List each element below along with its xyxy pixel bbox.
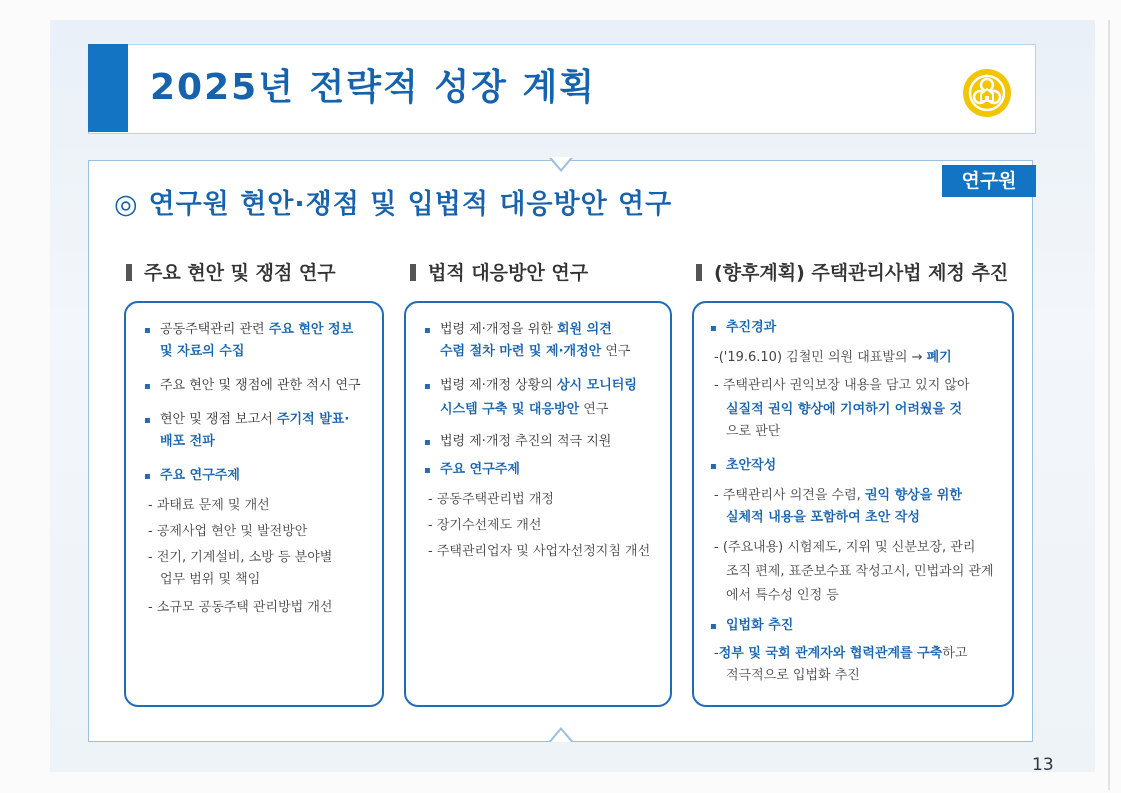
column-heading-1 (126, 258, 336, 288)
box-line (710, 615, 793, 638)
box-line (714, 347, 952, 369)
line-text: 법령 제·개정 상황의 (440, 378, 557, 393)
square-bullet-icon: ▪ (710, 621, 717, 632)
housing-association-logo-icon (962, 68, 1012, 118)
line-text: - (주요내용) 시험제도, 지위 및 신분보장, 관리 (714, 540, 976, 555)
box-line (148, 597, 332, 619)
box-line (148, 547, 332, 569)
box-line (148, 495, 270, 517)
line-highlight: 폐기 (926, 350, 952, 365)
column-heading-3 (696, 258, 1008, 288)
line-text: 공동주택관리 관련 (160, 322, 269, 337)
line-highlight: 추진경과 (726, 320, 777, 335)
box-line (726, 665, 860, 687)
line-text: - 주택관리사 권익보장 내용을 담고 있지 않아 (714, 378, 970, 393)
institute-badge: 연구원 (942, 165, 1036, 197)
box-line (428, 541, 650, 563)
line-text: 조직 편제, 표준보수표 작성고시, 민법과의 관계 (726, 564, 994, 579)
scan-edge-line (1108, 20, 1110, 790)
line-text: - 공동주택관리법 개정 (428, 492, 554, 507)
heading-bar-icon (126, 264, 132, 281)
box-line (424, 319, 612, 342)
box-line (160, 569, 260, 591)
box-line (714, 375, 970, 397)
box-line (424, 459, 520, 482)
double-circle-icon: ◎ (114, 189, 139, 220)
square-bullet-icon: ▪ (424, 381, 431, 392)
section-title-text: 연구원 현안·쟁점 및 입법적 대응방안 연구 (148, 189, 673, 220)
box-line (424, 431, 611, 454)
content-box-plan (692, 301, 1014, 707)
box-line (714, 485, 962, 507)
page-number: 13 (1032, 755, 1054, 775)
box-line (726, 421, 780, 443)
line-text: 에서 특수성 인정 등 (726, 588, 839, 603)
heading-bar-icon (410, 264, 416, 281)
box-line (726, 585, 839, 607)
square-bullet-icon: ▪ (424, 437, 431, 448)
line-text: - 전기, 기계설비, 소방 등 분야별 (148, 550, 333, 565)
square-bullet-icon: ▪ (424, 465, 431, 476)
frame-notch-bottom-inner (551, 730, 571, 742)
line-text: - 공제사업 현안 및 발전방안 (148, 524, 308, 539)
line-highlight: 배포 전파 (160, 434, 215, 449)
page-title: 2025년 전략적 성장 계획 (150, 67, 597, 108)
line-highlight: 권익 향상을 위한 (864, 488, 962, 503)
line-text: - 과태료 문제 및 개선 (148, 498, 270, 513)
line-text: 적극적으로 입법화 추진 (726, 668, 860, 683)
line-text: 법령 제·개정 추진의 적극 지원 (440, 434, 612, 449)
square-bullet-icon: ▪ (144, 471, 151, 482)
box-line (144, 465, 240, 488)
frame-notch-top-inner (551, 157, 571, 169)
line-highlight: 주요 연구주제 (440, 462, 520, 477)
line-text: - (714, 646, 719, 661)
box-line (440, 399, 608, 421)
line-highlight: 상시 모니터링 (557, 378, 637, 393)
content-box-legal (404, 301, 672, 707)
column-heading-text: 법적 대응방안 연구 (428, 262, 589, 284)
line-text: - 소규모 공동주택 관리방법 개선 (148, 600, 333, 615)
line-text: 법령 제·개정을 위한 (440, 322, 557, 337)
square-bullet-icon: ▪ (710, 461, 717, 472)
header-accent-bar (88, 44, 128, 132)
square-bullet-icon: ▪ (144, 381, 151, 392)
box-line (160, 341, 244, 363)
line-text: 업무 범위 및 책임 (160, 572, 261, 587)
box-line (726, 507, 920, 529)
box-line (726, 561, 994, 583)
line-highlight: 수렴 절차 마련 및 제·개정안 (440, 344, 602, 359)
heading-bar-icon (696, 264, 702, 281)
square-bullet-icon: ▪ (144, 415, 151, 426)
box-line (710, 455, 776, 478)
line-text: 주요 현안 및 쟁점에 관한 적시 연구 (160, 378, 361, 393)
box-line (144, 409, 349, 432)
box-line (440, 341, 630, 363)
line-highlight: 실체적 내용을 포함하여 초안 작성 (726, 510, 920, 525)
box-line (710, 317, 776, 340)
column-heading-text: 주요 현안 및 쟁점 연구 (144, 262, 336, 284)
square-bullet-icon: ▪ (710, 323, 717, 334)
box-line (144, 375, 361, 398)
line-highlight: 초안작성 (726, 458, 777, 473)
line-highlight: 입법화 추진 (726, 618, 794, 633)
line-highlight: 정부 및 국회 관계자와 협력관계를 구축 (718, 646, 943, 661)
line-text-tail: 연구 (579, 402, 609, 417)
column-heading-2 (410, 258, 588, 288)
line-text: - 주택관리업자 및 사업자선정지침 개선 (428, 544, 651, 559)
line-highlight: 주기적 발표· (277, 412, 350, 427)
line-text: 으로 판단 (726, 424, 781, 439)
square-bullet-icon: ▪ (144, 325, 151, 336)
box-line (424, 375, 637, 398)
line-highlight: 실질적 권익 향상에 기여하기 어려웠을 것 (726, 402, 963, 417)
box-line (428, 515, 541, 537)
line-text: - 주택관리사 의견을 수렴, (714, 488, 865, 503)
line-highlight: 시스템 구축 및 대응방안 (440, 402, 580, 417)
section-title (114, 184, 672, 226)
box-line (726, 399, 962, 421)
line-highlight: 및 자료의 수집 (160, 344, 245, 359)
line-text: - 장기수선제도 개선 (428, 518, 542, 533)
line-text-tail: 연구 (601, 344, 631, 359)
line-highlight: 주요 현안 정보 (268, 322, 354, 337)
line-text: -('19.6.10) 김철민 의원 대표발의 → (714, 350, 927, 365)
square-bullet-icon: ▪ (424, 325, 431, 336)
column-heading-text: (향후계획) 주택관리사법 제정 추진 (714, 262, 1009, 284)
line-highlight: 회원 의견 (557, 322, 612, 337)
box-line (148, 521, 307, 543)
box-line (714, 537, 975, 559)
box-line (714, 643, 967, 665)
box-line (144, 319, 353, 342)
line-text: 현안 및 쟁점 보고서 (160, 412, 277, 427)
box-line (428, 489, 554, 511)
box-line (160, 431, 215, 453)
line-highlight: 주요 연구주제 (160, 468, 240, 483)
line-text-tail: 하고 (942, 646, 968, 661)
content-box-issues (124, 301, 384, 707)
